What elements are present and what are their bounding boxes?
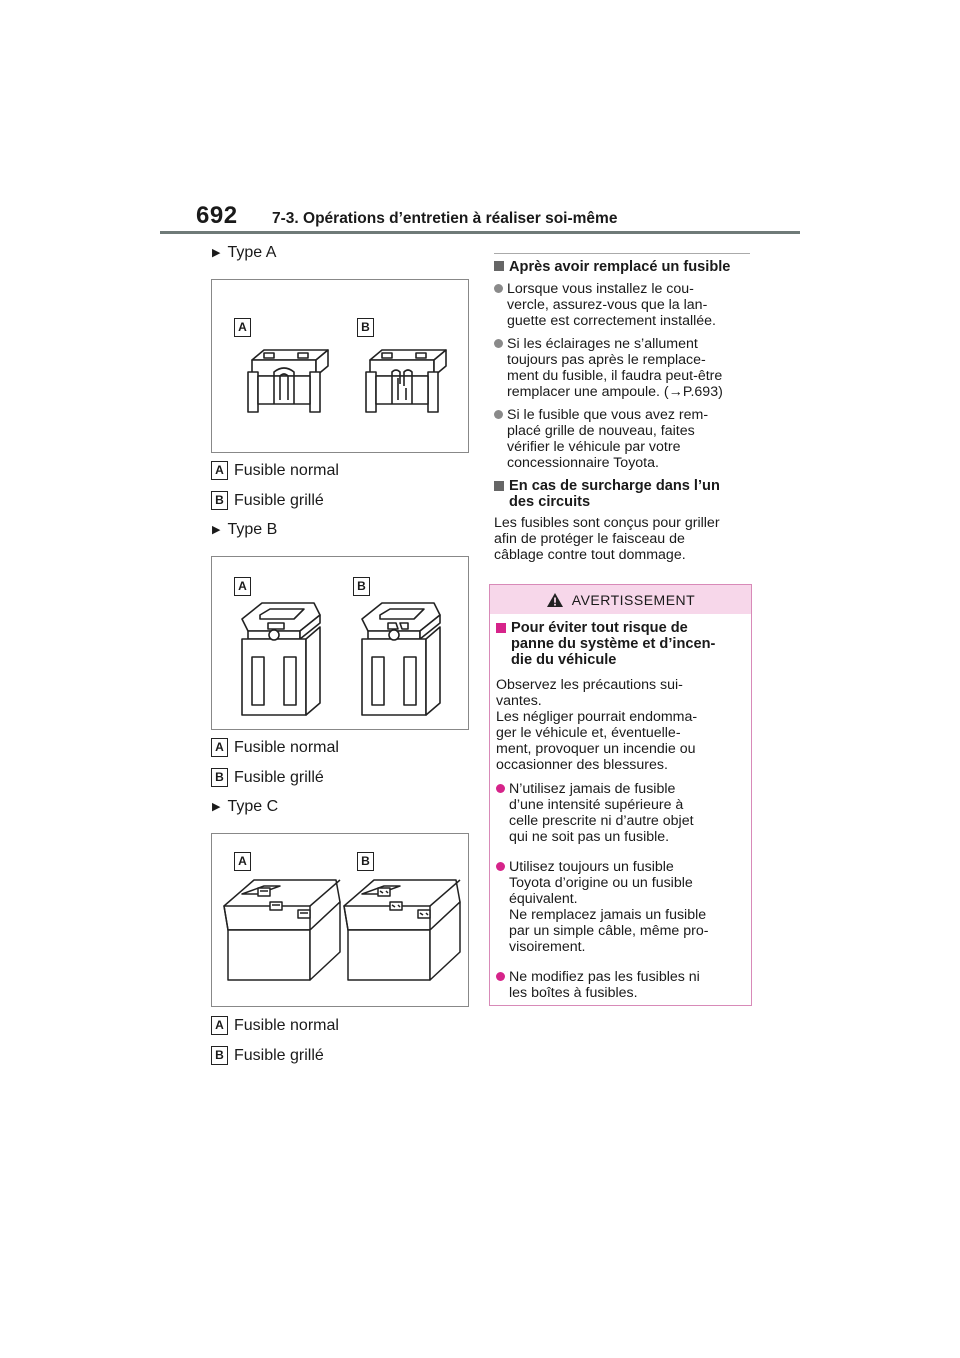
warning-body	[490, 614, 751, 1001]
type-b-heading	[212, 521, 277, 539]
heading-text: En cas de surcharge dans l’un des circuits	[509, 478, 720, 510]
section-title: 7-3. Opérations d’entretien à réaliser soi-même	[272, 210, 618, 227]
list-item-text: Si le fusible que vous avez rem- placé grille de nouveau, faites vérifier le véhicule par votre concessionnaire Toyota.	[507, 407, 709, 471]
type-a-figure	[211, 279, 469, 453]
type-c-caption-blown	[211, 1046, 324, 1065]
caption-text: Fusible grillé	[234, 1046, 324, 1064]
key-a-label: A	[211, 461, 228, 480]
list-item	[494, 336, 756, 400]
type-c-figure	[211, 833, 469, 1007]
key-b-label: B	[211, 768, 228, 787]
warning-header	[490, 585, 751, 614]
caption-text: Fusible grillé	[234, 768, 324, 786]
key-a-label: A	[211, 738, 228, 757]
type-a-heading	[212, 244, 276, 262]
type-b-caption-blown	[211, 768, 324, 787]
blade-fuse-normal-illustration	[248, 350, 328, 412]
warning-triangle-icon	[546, 592, 564, 608]
header-rule	[160, 231, 800, 234]
key-b-label: B	[211, 491, 228, 510]
caption-text: Fusible grillé	[234, 491, 324, 509]
list-item-text: Utilisez toujours un fusible Toyota d’origine ou un fusible équivalent. Ne remplacez jamais un fusible par un simple câble, même pro- visoirement.	[509, 859, 709, 955]
overload-heading	[494, 478, 756, 510]
type-b-label: Type B	[227, 521, 278, 538]
square-bullet-icon	[494, 481, 504, 491]
list-item	[494, 407, 756, 471]
after-replacement-heading	[494, 259, 756, 275]
heading-text: Après avoir remplacé un fusible	[509, 259, 731, 275]
warning-title: AVERTISSEMENT	[571, 591, 696, 608]
key-b-label: B	[353, 577, 370, 596]
key-b-label: B	[357, 318, 374, 337]
type-b-caption-normal	[211, 738, 339, 757]
list-item	[496, 859, 744, 955]
box-fuse-normal-illustration	[224, 880, 340, 980]
warning-intro: Observez les précautions sui- vantes. Les négliger pourrait endomma- ger le véhicule et, éventuelle- ment, provoquer un incendie ou occasionner des blessures.	[496, 677, 698, 773]
cartridge-fuse-normal-illustration	[242, 603, 320, 715]
square-bullet-icon	[496, 623, 506, 633]
key-b-label: B	[357, 852, 374, 871]
list-item	[496, 969, 744, 1001]
key-b-label: B	[211, 1046, 228, 1065]
type-c-caption-normal	[211, 1016, 339, 1035]
type-a-caption-normal	[211, 461, 339, 480]
blade-fuse-blown-illustration	[366, 350, 446, 412]
bullet-dot-icon	[496, 862, 505, 871]
triangle-right-icon: ▶	[212, 247, 221, 259]
page-number: 692	[196, 202, 238, 229]
overload-text: Les fusibles sont conçus pour griller afin de protéger le faisceau de câblage contre tout dommage.	[494, 515, 720, 563]
bullet-dot-icon	[494, 339, 503, 348]
cartridge-fuse-blown-illustration	[362, 603, 440, 715]
triangle-right-icon: ▶	[212, 801, 221, 813]
after-replacement-section	[494, 259, 756, 563]
key-a-label: A	[211, 1016, 228, 1035]
list-item	[496, 781, 744, 845]
caption-text: Fusible normal	[234, 738, 339, 756]
key-a-label: A	[234, 318, 251, 337]
bullet-dot-icon	[496, 784, 505, 793]
list-item-text: Ne modifiez pas les fusibles ni les boîtes à fusibles.	[509, 969, 700, 1001]
triangle-right-icon: ▶	[212, 524, 221, 536]
section-rule	[494, 253, 750, 254]
type-a-caption-blown	[211, 491, 324, 510]
key-a-label: A	[234, 852, 251, 871]
list-item	[494, 281, 756, 329]
warning-box	[489, 584, 752, 1006]
box-fuse-blown-illustration	[344, 880, 460, 980]
key-a-label: A	[234, 577, 251, 596]
caption-text: Fusible normal	[234, 461, 339, 479]
square-bullet-icon	[494, 261, 504, 271]
bullet-dot-icon	[494, 284, 503, 293]
list-item-text: Lorsque vous installez le cou- vercle, assurez-vous que la lan- guette est correctement installée.	[507, 281, 716, 329]
list-item-text: N’utilisez jamais de fusible d’une intensité supérieure à celle prescrite ni d’autre objet qui ne soit pas un fusible.	[509, 781, 694, 845]
list-item-text: Si les éclairages ne s’allument toujours pas après le remplace- ment du fusible, il faudra peut-être remplacer une ampoule. (→P.693)	[507, 336, 723, 400]
caption-text: Fusible normal	[234, 1016, 339, 1034]
heading-text: Pour éviter tout risque de panne du système et d’incen- die du véhicule	[511, 620, 716, 668]
warning-heading	[496, 620, 744, 668]
bullet-dot-icon	[494, 410, 503, 419]
type-a-label: Type A	[227, 244, 277, 261]
type-c-heading	[212, 798, 278, 816]
type-c-label: Type C	[227, 798, 279, 815]
bullet-dot-icon	[496, 972, 505, 981]
type-b-figure	[211, 556, 469, 730]
